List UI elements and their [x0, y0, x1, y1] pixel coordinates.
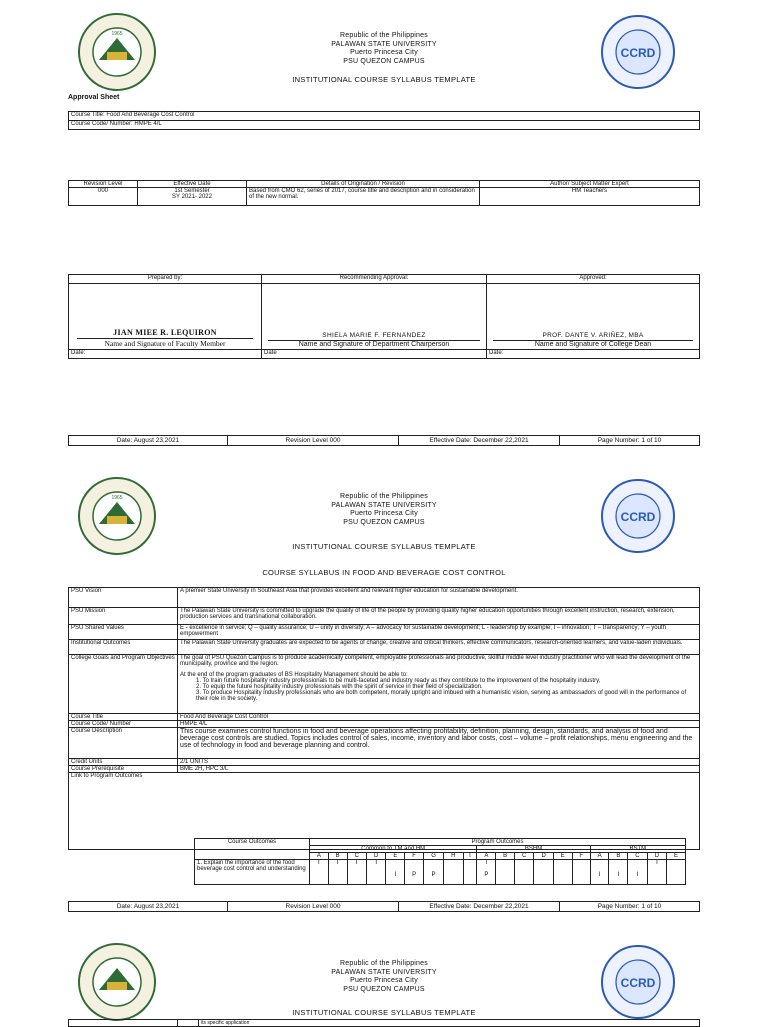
outcome-mark-3 — [366, 860, 385, 885]
approval-table — [68, 274, 700, 359]
link-to-program-outcomes-label: Link to Program Outcomes — [71, 773, 143, 779]
values-text: E - excellence in service; Q – quality assurance; U – unity in diversity; A – advocacy for sustainable development; L - leadership by example; I – innovation; T – transparency; Y – youth empowerment — [178, 625, 700, 640]
vision-text: A premier State University in Southeast Asia that provides excellent and relevant higher education for sustainable development. — [178, 588, 700, 608]
header-city: Puerto Princesa City — [350, 510, 418, 517]
college-goals-label: College Goals and Program Objectives — [69, 655, 178, 714]
prepared-name: JIAN MIEE R. LEQUIRON — [113, 328, 217, 337]
recommending-date: Date — [262, 350, 487, 359]
mission-label: PSU Mission — [69, 608, 178, 625]
outcome-letter-15: A — [590, 853, 609, 860]
outcome-mark-5 — [405, 860, 424, 885]
rev-header-level: Revision Level — [69, 181, 138, 188]
outcome-row-1 — [195, 860, 686, 885]
outcome-mark-bottom-2 — [350, 872, 364, 878]
rev-header-details: Details of Origination / Revision — [247, 181, 480, 188]
header-campus: PSU QUEZON CAMPUS — [343, 985, 425, 993]
program-outcomes-table — [194, 838, 686, 885]
group-bshm-header: BSHM — [477, 846, 590, 853]
syllabus-table — [68, 587, 700, 850]
approved-caption: Name and Signature of College Dean — [493, 340, 693, 348]
footer-bar-2 — [68, 901, 700, 912]
outcome-mark-18 — [647, 860, 666, 885]
outcome-mark-bottom-17: I — [636, 872, 639, 878]
outcome-mark-bottom-1 — [331, 872, 345, 878]
footer-bar-1 — [68, 435, 700, 446]
outcome-letter-17: C — [628, 853, 647, 860]
svg-text:CCRD: CCRD — [620, 46, 656, 60]
template-title-3: INSTITUTIONAL COURSE SYLLABUS TEMPLATE — [292, 1008, 476, 1017]
footer-revision: Revision Level 000 — [228, 436, 399, 446]
goals-item-1: 1. To train future hospitality industry professionals to be multi-faceted and industry ready as they contribute to the improvement of the hospitality industry, — [196, 678, 601, 684]
recommending-signature-cell — [262, 284, 487, 350]
header-campus: PSU QUEZON CAMPUS — [343, 518, 425, 526]
outcome-mark-14 — [572, 860, 590, 885]
outcome-mark-top-11 — [517, 860, 531, 866]
ccrd-seal-logo-2 — [600, 478, 676, 554]
outcome-mark-8 — [463, 860, 477, 885]
outcome-mark-bottom-8 — [466, 872, 475, 878]
approved-date: Date: — [487, 350, 700, 359]
approved-name: PROF. DANTE V. ARIÑEZ, MBA — [542, 332, 644, 339]
outcome-mark-15 — [590, 860, 609, 885]
header-university: PALAWAN STATE UNIVERSITY — [331, 40, 437, 48]
page3-partial-text: its specific application — [199, 1020, 700, 1027]
outcome-letter-3: D — [366, 853, 385, 860]
outcome-mark-bottom-7 — [446, 872, 460, 878]
outcome-mark-17 — [628, 860, 647, 885]
credit-units-value: 2/1 UNITS — [178, 759, 700, 766]
course-outcomes-header: Course Outcomes — [195, 839, 310, 860]
outcome-letter-5: F — [405, 853, 424, 860]
revision-table — [68, 180, 700, 206]
outcome-mark-top-3: I — [375, 860, 378, 866]
outcome-mark-top-15 — [593, 860, 607, 866]
prepared-signature-cell — [69, 284, 262, 350]
outcome-1-text: 1. Explain the importance of the food beverage cost control and understanding — [195, 860, 310, 885]
outcome-mark-bottom-11 — [517, 872, 531, 878]
goals-paragraph-2: At the end of the program graduates of BS Hospitality Management should be able to: — [180, 672, 408, 678]
course-code-row: Course Code/ Number: HMPE 4/L — [69, 121, 700, 130]
outcome-mark-top-10 — [498, 860, 512, 866]
outcome-mark-1 — [328, 860, 347, 885]
approved-signature-cell — [487, 284, 700, 350]
recommending-header: Recommending Approval: — [262, 275, 487, 284]
header-republic: Republic of the Philippines — [340, 960, 428, 967]
prepared-caption: Name and Signature of Faculty Member — [77, 338, 253, 348]
outcome-mark-top-4 — [388, 860, 402, 866]
outcome-letter-16: B — [609, 853, 628, 860]
outcome-letter-0: A — [310, 853, 329, 860]
outcome-letter-7: H — [444, 853, 463, 860]
course-description-text: This course examines control functions in food and beverage operations affecting profitability, definition, planning, design, standards, and analysis of food and beverage cost controls are studied. Topics includes control of sales, income, inventory and labor costs, cost – volume – profit relationships, menu engineering and the use of technology in food and beverage planning and control. — [178, 728, 700, 759]
course-title-label: Course Title — [69, 714, 178, 721]
template-title-2: INSTITUTIONAL COURSE SYLLABUS TEMPLATE — [292, 542, 476, 551]
outcome-letter-14: F — [572, 853, 590, 860]
outcome-mark-top-13 — [556, 860, 570, 866]
course-title-value: Food And Beverage Cost Control — [178, 714, 700, 721]
outcome-mark-bottom-6: P — [431, 872, 436, 878]
approved-header: Approved: — [487, 275, 700, 284]
rev-header-date: Effective Date — [138, 181, 247, 188]
rev-header-author: Author/ Subject Matter Expert — [480, 181, 700, 188]
outcome-letter-9: A — [477, 853, 496, 860]
rev-level: 000 — [69, 188, 138, 206]
outcome-mark-bottom-5: P — [412, 872, 417, 878]
footer-effective: Effective Date: December 22,2021 — [399, 436, 560, 446]
outcome-mark-11 — [514, 860, 533, 885]
outcome-mark-top-6 — [426, 860, 441, 866]
outcome-mark-bottom-14 — [575, 872, 588, 878]
outcome-letter-4: E — [386, 853, 405, 860]
footer-date: Date: August 23,2021 — [69, 902, 228, 912]
page3-partial-table — [68, 1019, 700, 1027]
outcome-mark-top-2: I — [355, 860, 358, 866]
outcome-mark-bottom-3 — [369, 872, 383, 878]
outcome-mark-19 — [667, 860, 686, 885]
program-outcomes-header: Program Outcomes — [310, 839, 686, 846]
goals-item-3: 3. To produce Hospitality industry professionals who are both competent, morally upright and imbued with a humanistic vision, serving as ambassadors of good will in the performance of their role in the society. — [196, 690, 687, 702]
outcome-mark-top-19 — [669, 860, 683, 866]
outcome-mark-top-14 — [575, 860, 588, 866]
svg-text:CCRD: CCRD — [620, 976, 656, 990]
outcome-mark-16 — [609, 860, 628, 885]
outcome-letter-19: E — [667, 853, 686, 860]
outcome-mark-top-16 — [611, 860, 625, 866]
outcome-mark-bottom-16: I — [617, 872, 620, 878]
group-common-header: Common to TM and HM — [310, 846, 477, 853]
outcome-mark-top-9: I — [485, 860, 488, 866]
outcome-mark-12 — [534, 860, 553, 885]
institutional-outcomes-text: The Palawan State University graduates are expected to be agents of change, creative and critical thinkers, effective communicators, research-oriented learners, and value-laden individuals. — [178, 640, 700, 655]
outcome-mark-9 — [477, 860, 496, 885]
ccrd-seal-logo-3 — [600, 944, 676, 1020]
outcome-mark-10 — [496, 860, 515, 885]
course-code-label: Course Code/ Number — [69, 721, 178, 728]
goals-item-2: 2. To equip the future hospitality industry professionals with the spirit of service in their field of specialization. — [196, 684, 483, 690]
outcome-mark-bottom-10 — [498, 872, 512, 878]
header-campus: PSU QUEZON CAMPUS — [343, 57, 425, 65]
course-title-row: Course Title: Food And Beverage Cost Control — [69, 112, 700, 121]
header-city: Puerto Princesa City — [350, 977, 418, 984]
rev-date-line1: 1st Semester — [174, 188, 210, 194]
psu-seal-logo-2 — [77, 476, 157, 556]
outcome-mark-bottom-19 — [669, 872, 683, 878]
group-bstm-header: BSTM — [590, 846, 685, 853]
outcome-letter-1: B — [328, 853, 347, 860]
outcome-mark-0 — [310, 860, 329, 885]
outcome-mark-top-1: I — [336, 860, 339, 866]
svg-text:1965: 1965 — [111, 495, 123, 501]
header-block-2 — [250, 493, 518, 527]
outcome-mark-13 — [553, 860, 572, 885]
footer-effective: Effective Date: December 22,2021 — [399, 902, 560, 912]
rev-date — [138, 188, 247, 206]
page3-cell-a — [69, 1020, 178, 1027]
outcome-mark-6 — [423, 860, 443, 885]
institutional-outcomes-label: Institutional Outcomes — [69, 640, 178, 655]
ccrd-seal-logo — [600, 14, 676, 90]
template-title: INSTITUTIONAL COURSE SYLLABUS TEMPLATE — [292, 75, 476, 84]
prepared-header: Prepared by: — [69, 275, 262, 284]
approval-sheet-label: Approval Sheet — [68, 94, 120, 101]
outcome-mark-top-7 — [446, 860, 460, 866]
mission-text: The Palawan State University is committed to upgrade the quality of life of the people by providing quality higher education opportunities through excellent instruction, research, extension, production services and transnational collaboration. — [178, 608, 700, 625]
header-block — [250, 32, 518, 66]
recommending-name: SHIELA MARIE F. FERNANDEZ — [322, 332, 426, 339]
credit-units-label: Credit Units — [69, 759, 178, 766]
header-university: PALAWAN STATE UNIVERSITY — [331, 501, 437, 509]
outcome-letter-18: D — [647, 853, 666, 860]
footer-date: Date: August 23,2021 — [69, 436, 228, 446]
outcome-letter-6: G — [423, 853, 443, 860]
recommending-caption: Name and Signature of Department Chairperson — [268, 340, 480, 348]
course-code-value: HMPE 4/L — [178, 721, 700, 728]
rev-details: Based from CMO 62, series of 2017, course title and description and in consideration of the new normal. — [247, 188, 480, 206]
page3-cell-b — [178, 1020, 199, 1027]
course-info-table — [68, 111, 700, 130]
values-label: PSU Shared Values — [69, 625, 178, 640]
svg-text:CCRD: CCRD — [620, 510, 656, 524]
header-republic: Republic of the Philippines — [340, 32, 428, 39]
outcome-letter-13: E — [553, 853, 572, 860]
vision-label: PSU Vision — [69, 588, 178, 608]
footer-revision: Revision Level 000 — [228, 902, 399, 912]
course-prerequisite-label: Course Prerequisite — [69, 766, 178, 773]
psu-seal-logo-3 — [77, 942, 157, 1022]
outcome-letter-12: D — [534, 853, 553, 860]
outcome-mark-top-17 — [630, 860, 644, 866]
outcome-letter-8: I — [463, 853, 477, 860]
header-block-3 — [250, 960, 518, 994]
course-description-label: Course Description — [69, 728, 178, 759]
outcome-mark-4 — [386, 860, 405, 885]
footer-page: Page Number: 1 of 10 — [560, 436, 700, 446]
footer-page: Page Number: 1 of 10 — [560, 902, 700, 912]
outcome-letter-10: B — [496, 853, 515, 860]
syllabus-title: COURSE SYLLABUS IN FOOD AND BEVERAGE COST CONTROL — [262, 568, 506, 577]
rev-author: HM Teachers — [480, 188, 700, 206]
outcome-letter-2: C — [347, 853, 366, 860]
outcome-mark-7 — [444, 860, 463, 885]
header-republic: Republic of the Philippines — [340, 493, 428, 500]
college-goals-cell — [178, 655, 700, 714]
outcome-mark-bottom-13 — [556, 872, 570, 878]
goals-paragraph-1: The goal of PSU Quezon Campus is to produce academically competent, employable professionals and productive, skillful middle level industry practitioner who will lead the development of the municipality, province and the region. — [180, 655, 691, 667]
outcome-mark-bottom-4: I — [394, 872, 397, 878]
outcome-mark-bottom-12 — [536, 872, 550, 878]
outcome-mark-top-18: I — [656, 860, 658, 866]
header-university: PALAWAN STATE UNIVERSITY — [331, 968, 437, 976]
course-prerequisite-value: BME 2H, HPC 3/L — [178, 766, 700, 773]
outcome-mark-top-12 — [536, 860, 550, 866]
psu-seal-logo — [77, 12, 157, 92]
outcome-mark-top-5 — [407, 860, 421, 866]
prepared-date: Date: — [69, 350, 262, 359]
outcome-mark-bottom-15: I — [598, 872, 601, 878]
outcome-letter-11: C — [514, 853, 533, 860]
header-city: Puerto Princesa City — [350, 49, 418, 56]
outcome-mark-bottom-9: P — [484, 872, 489, 878]
rev-date-line2: SY 2021- 2022 — [172, 194, 212, 200]
svg-text:1965: 1965 — [111, 31, 123, 37]
outcome-mark-top-8 — [466, 860, 475, 866]
outcome-mark-2 — [347, 860, 366, 885]
outcome-mark-top-0: I — [318, 860, 320, 866]
outcome-mark-bottom-0 — [312, 872, 326, 878]
outcome-mark-bottom-18 — [650, 872, 664, 878]
